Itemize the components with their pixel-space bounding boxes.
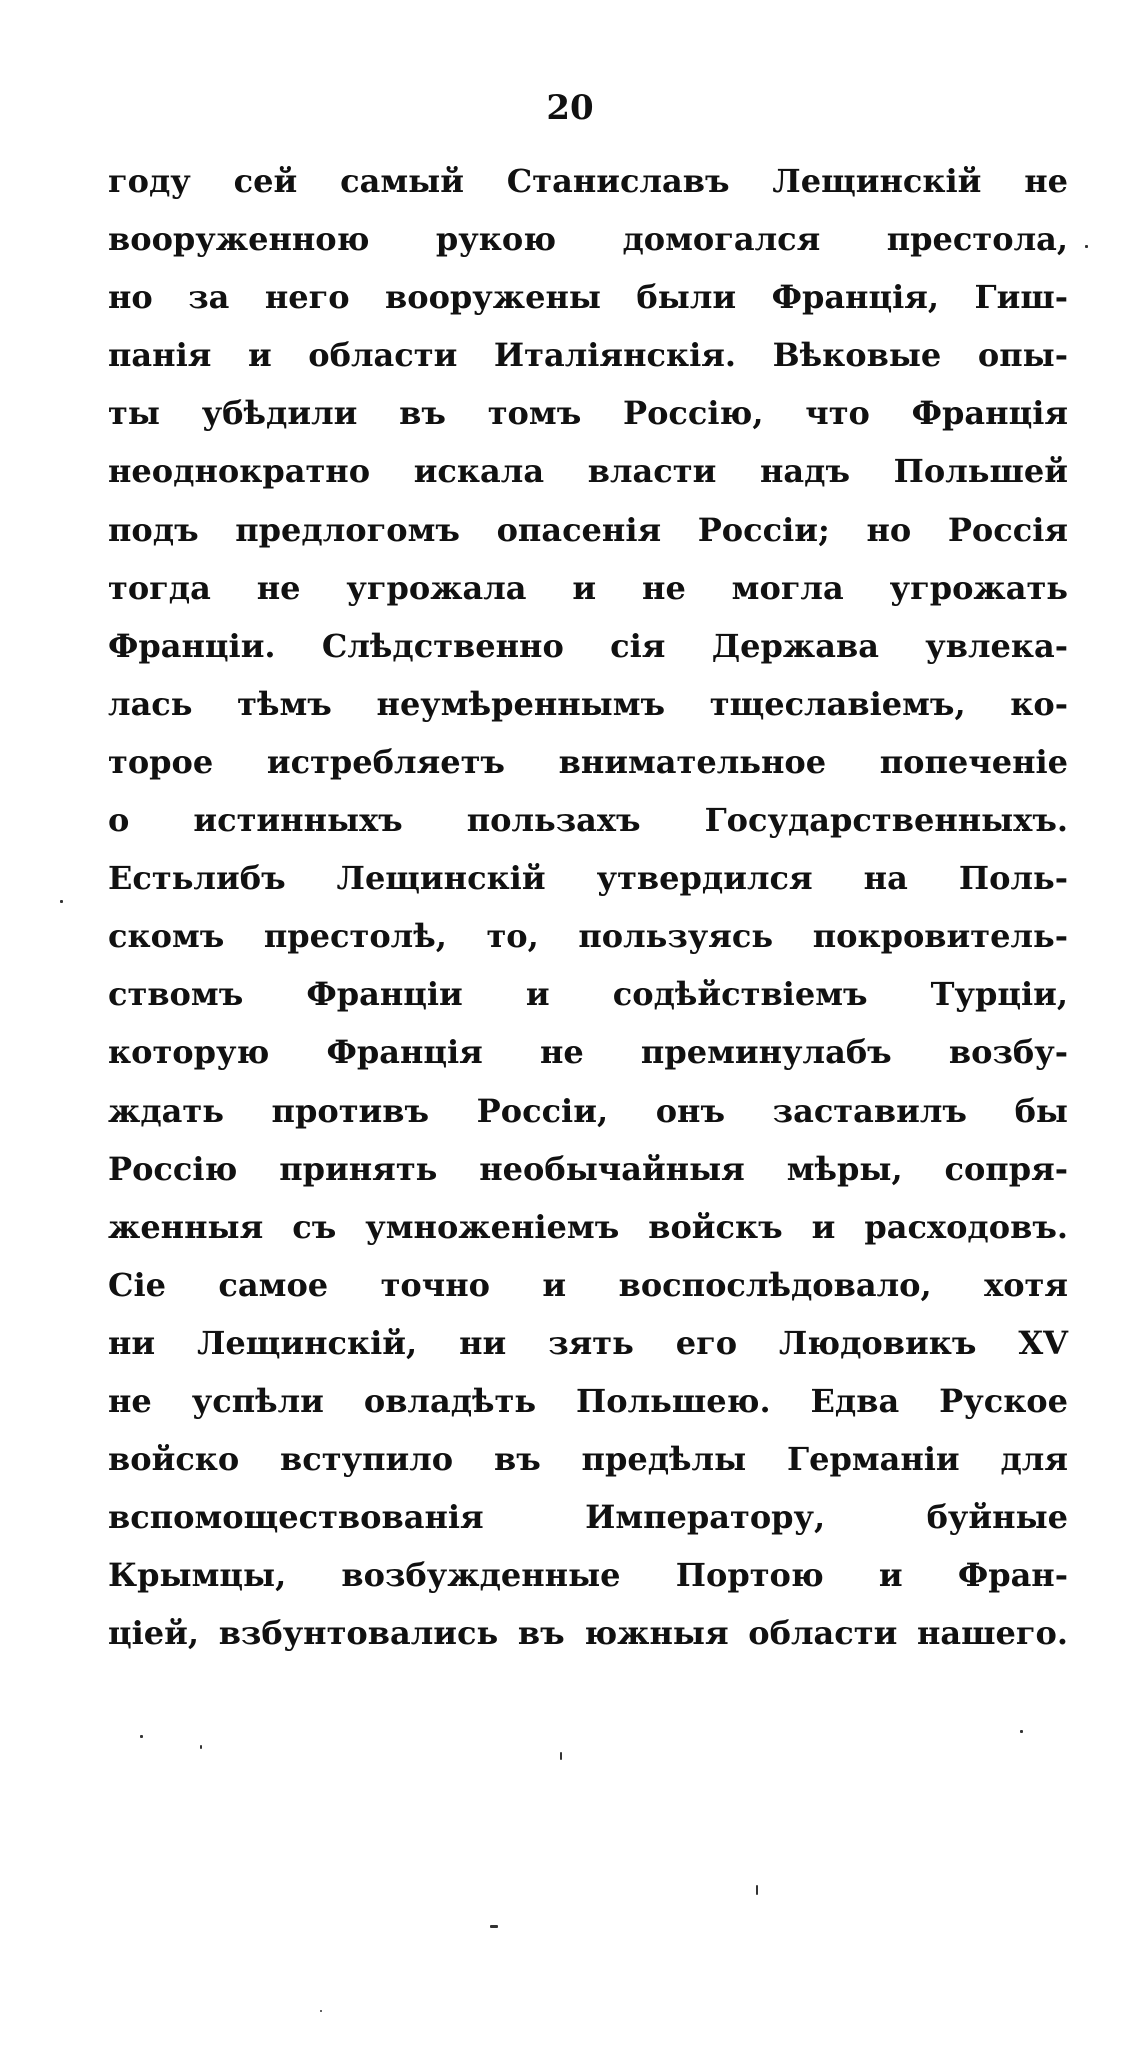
text-line: Франціи. Слѣдственно сія Держава увлека-: [108, 626, 1068, 665]
text-line: не успѣли овладѣть Польшею. Едва Руское: [108, 1381, 1068, 1420]
page-number: 20: [546, 88, 594, 128]
text-line: Россію принять необычайныя мѣры, сопря-: [108, 1149, 1068, 1188]
paper-speck: [756, 1885, 758, 1895]
text-line: женныя съ умноженіемъ войскъ и расходовъ.: [108, 1207, 1068, 1246]
text-line: вооруженною рукою домогался престола,: [108, 220, 1068, 259]
paper-speck: [560, 1752, 562, 1760]
text-line: ждать противъ Россіи, онъ заставилъ бы: [108, 1091, 1068, 1130]
text-line: Крымцы, возбужденные Портою и Фран-: [108, 1556, 1068, 1595]
text-line: неоднократно искала власти надъ Польшей: [108, 452, 1068, 491]
paper-speck: [320, 2010, 322, 2012]
text-line: скомъ престолѣ, то, пользуясь покровитель-: [108, 917, 1068, 956]
text-line: войско вступило въ предѣлы Германіи для: [108, 1440, 1068, 1479]
paper-speck: [200, 1745, 202, 1749]
text-line: панія и области Италіянскія. Вѣковые опы-: [108, 336, 1068, 375]
text-line: ни Лещинскій, ни зять его Людовикъ XV: [108, 1323, 1068, 1362]
text-line: ты убѣдили въ томъ Россію, что Франція: [108, 394, 1068, 433]
text-line: подъ предлогомъ опасенія Россіи; но Россія: [108, 510, 1068, 549]
paper-speck: [490, 1925, 498, 1928]
text-line: Естьлибъ Лещинскій утвердился на Поль-: [108, 859, 1068, 898]
paper-speck: [1020, 1730, 1023, 1733]
text-line: торое истребляетъ внимательное попеченіе: [108, 742, 1068, 781]
text-line: лась тѣмъ неумѣреннымъ тщеславіемъ, ко-: [108, 684, 1068, 723]
text-line: Сіе самое точно и воспослѣдовало, хотя: [108, 1265, 1068, 1304]
text-line: тогда не угрожала и не могла угрожать: [108, 568, 1068, 607]
text-line: ціей, взбунтовались въ южныя области нашего.: [108, 1614, 1068, 1653]
text-line: вспомоществованія Императору, буйные: [108, 1498, 1068, 1537]
text-line: о истинныхъ пользахъ Государственныхъ.: [108, 801, 1068, 840]
text-line: году сей самый Станиславъ Лещинскій не: [108, 162, 1068, 200]
paper-speck: [140, 1735, 143, 1738]
text-line: которую Франція не преминулабъ возбу-: [108, 1033, 1068, 1072]
body-text: [108, 152, 1068, 1662]
text-line: ствомъ Франціи и содѣйствіемъ Турціи,: [108, 975, 1068, 1014]
paper-speck: [60, 900, 63, 903]
paper-speck: [1085, 245, 1088, 248]
text-line: но за него вооружены были Франція, Гиш-: [108, 278, 1068, 317]
